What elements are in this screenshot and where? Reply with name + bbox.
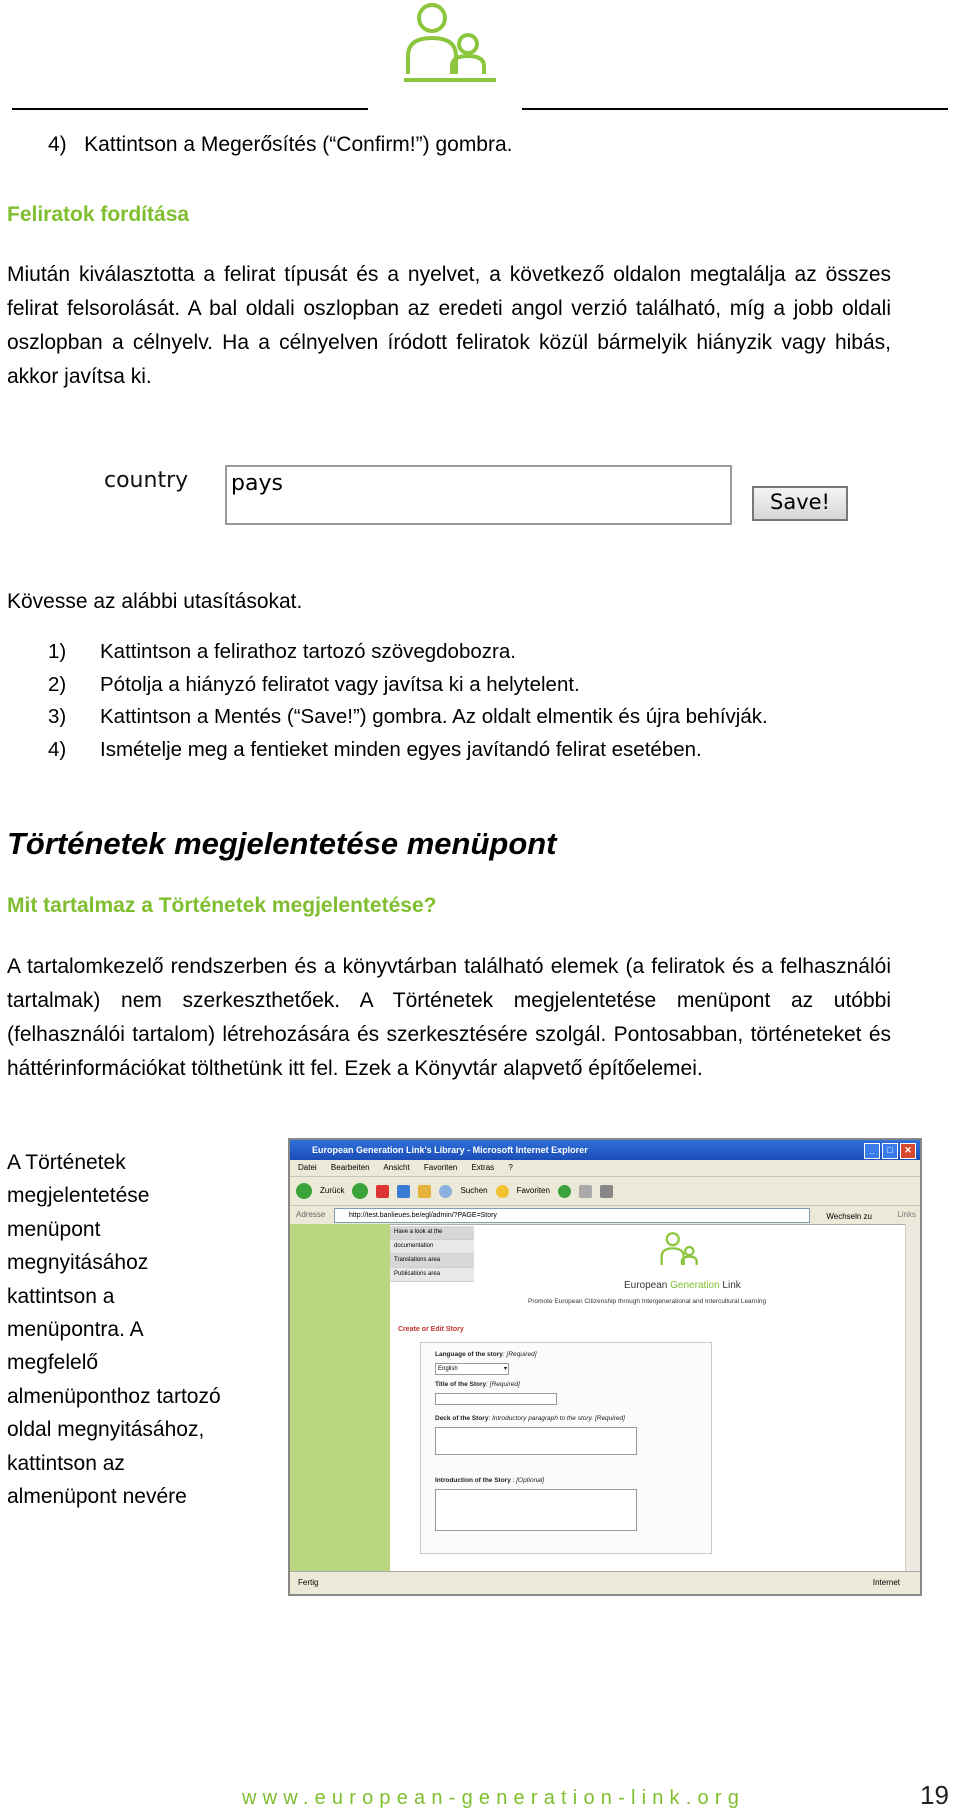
history-icon[interactable] (558, 1185, 571, 1198)
links-label[interactable]: Links (897, 1210, 916, 1219)
print-icon[interactable] (600, 1185, 613, 1198)
intro-textarea[interactable] (435, 1489, 637, 1531)
language-label: Language of the story (435, 1351, 503, 1358)
captions-paragraph: Miután kiválasztotta a felirat típusát és a nyelvet, a következő oldalon megtalálja az összes felirat felsorolását. A bal oldali oszlopban az eredeti angol verzió található, míg a jobb oldali oszlopban a célnyelv. Ha a célnyelven íródott feliratok közül bármelyik hiányzik vagy hibás, akkor javítsa ki. (7, 263, 891, 388)
deck-label: Deck of the Story (435, 1415, 489, 1422)
deck-textarea[interactable] (435, 1427, 637, 1455)
stories-subheading: Mit tartalmaz a Történetek megjelentetése? (7, 894, 437, 917)
scrollbar[interactable] (905, 1224, 920, 1572)
status-bar: Fertig Internet (290, 1571, 920, 1594)
side-instructions: A Történetek megjelentetése menüpont megnyitásához kattintson a menüpontra. A megfelelő almenüponthoz tartozó oldal megnyitásához, kattintson az almenüpont nevére (7, 1151, 221, 1509)
browser-viewport (290, 1224, 920, 1572)
form-title: Create or Edit Story (398, 1326, 464, 1333)
green-sidebar (290, 1224, 390, 1572)
egl-logo-icon (400, 0, 500, 96)
site-tagline: Promote European Citizenship through Intergenerational and Intercultural Learning (528, 1298, 767, 1305)
list-item: 1) Kattintson a felirathoz tartozó szövegdobozra. (48, 640, 516, 663)
title-label: Title of the Story (435, 1381, 487, 1388)
menu-item[interactable]: ? (508, 1163, 513, 1172)
forward-icon[interactable] (352, 1183, 368, 1199)
list-item: 3) Kattintson a Mentés (“Save!”) gombra. Az oldalt elmentik és újra behívják. (48, 705, 768, 728)
story-form: Language of the story: [Required] English ▾ Title of the Story: [Required] Deck of the Story: Introductory paragraph to the story. [Required] Introduction of the Story : [Optional] (420, 1342, 712, 1554)
title-input[interactable] (435, 1393, 557, 1405)
menu-item[interactable]: Favoriten (423, 1163, 458, 1172)
nav-item[interactable]: Translations area (390, 1254, 474, 1268)
footer-url: www.european-generation-link.org (242, 1787, 746, 1809)
stories-paragraph: A tartalomkezelő rendszerben és a könyvtárban található elemek (a feliratok és a felhasználói tartalmak) nem szerkeszthetőek. A Történetek megjelentetése menüpont az utóbbi (felhasználói tartalom) létrehozására és szerkesztésére szolgál. Pontosabban, történeteket és háttérinformációkat tölthetünk itt fel. Ezek a Könyvtár alapvető építőelemei. (7, 955, 891, 1080)
minimize-icon[interactable]: _ (864, 1143, 880, 1159)
stories-heading: Történetek megjelentetése menüpont (7, 826, 557, 861)
address-bar (290, 1206, 920, 1225)
maximize-icon[interactable]: □ (882, 1143, 898, 1159)
browser-screenshot (288, 1138, 922, 1596)
list-item: 4) Ismételje meg a fentieket minden egyes javítandó felirat esetében. (48, 737, 702, 761)
chevron-down-icon: ▾ (503, 1366, 507, 1372)
go-button[interactable]: Wechseln zu (826, 1212, 872, 1221)
egl-logo-icon (658, 1230, 704, 1276)
intro-label: Introduction of the Story (435, 1477, 511, 1484)
stop-icon[interactable] (376, 1185, 389, 1198)
home-icon[interactable] (418, 1185, 431, 1198)
save-button[interactable]: Save! (752, 486, 848, 521)
nav-item[interactable]: documentation (390, 1240, 474, 1254)
internet-zone: Internet (872, 1578, 900, 1587)
back-button[interactable]: Zurück (320, 1186, 345, 1195)
favorites-button[interactable]: Favoriten (516, 1186, 550, 1195)
back-icon[interactable] (296, 1183, 312, 1199)
menu-item[interactable]: Ansicht (383, 1163, 410, 1172)
nav-item[interactable]: Publications area (390, 1268, 474, 1282)
page-number: 19 (920, 1780, 949, 1810)
mail-icon[interactable] (579, 1185, 592, 1198)
language-select[interactable]: English ▾ (435, 1363, 509, 1375)
caption-original-label: country (104, 468, 189, 493)
confirm-step: 4) Kattintson a Megerősítés (“Confirm!”) gombra. (48, 133, 513, 156)
favorites-icon[interactable] (496, 1185, 509, 1198)
address-label: Adresse (296, 1210, 326, 1219)
header-rule-left (12, 108, 368, 110)
menu-item[interactable]: Bearbeiten (330, 1163, 370, 1172)
caption-translation-input[interactable]: pays (225, 465, 732, 525)
menu-item[interactable]: Datei (298, 1163, 317, 1172)
menu-item[interactable]: Extras (471, 1163, 495, 1172)
instructions-list (48, 636, 928, 766)
search-icon[interactable] (439, 1185, 452, 1198)
refresh-icon[interactable] (397, 1185, 410, 1198)
nav-item[interactable]: Have a look at the (390, 1226, 474, 1240)
site-brand: European Generation Link (624, 1280, 741, 1291)
site-nav (390, 1226, 474, 1282)
browser-menubar (290, 1160, 920, 1177)
list-item: 2) Pótolja a hiányzó feliratot vagy javítsa ki a helytelent. (48, 672, 580, 696)
instructions-intro: Kövesse az alábbi utasításokat. (7, 590, 303, 613)
section-title-captions: Feliratok fordítása (7, 203, 190, 226)
search-button[interactable]: Suchen (460, 1186, 488, 1195)
address-input[interactable]: http://test.banlieues.be/egl/admin/?PAGE=Story (334, 1208, 810, 1223)
close-icon[interactable]: ✕ (900, 1143, 916, 1159)
header-rule-right (522, 108, 948, 110)
browser-titlebar: European Generation Link's Library - Microsoft Internet Explorer _ □ ✕ (290, 1140, 920, 1160)
browser-toolbar (290, 1177, 920, 1206)
